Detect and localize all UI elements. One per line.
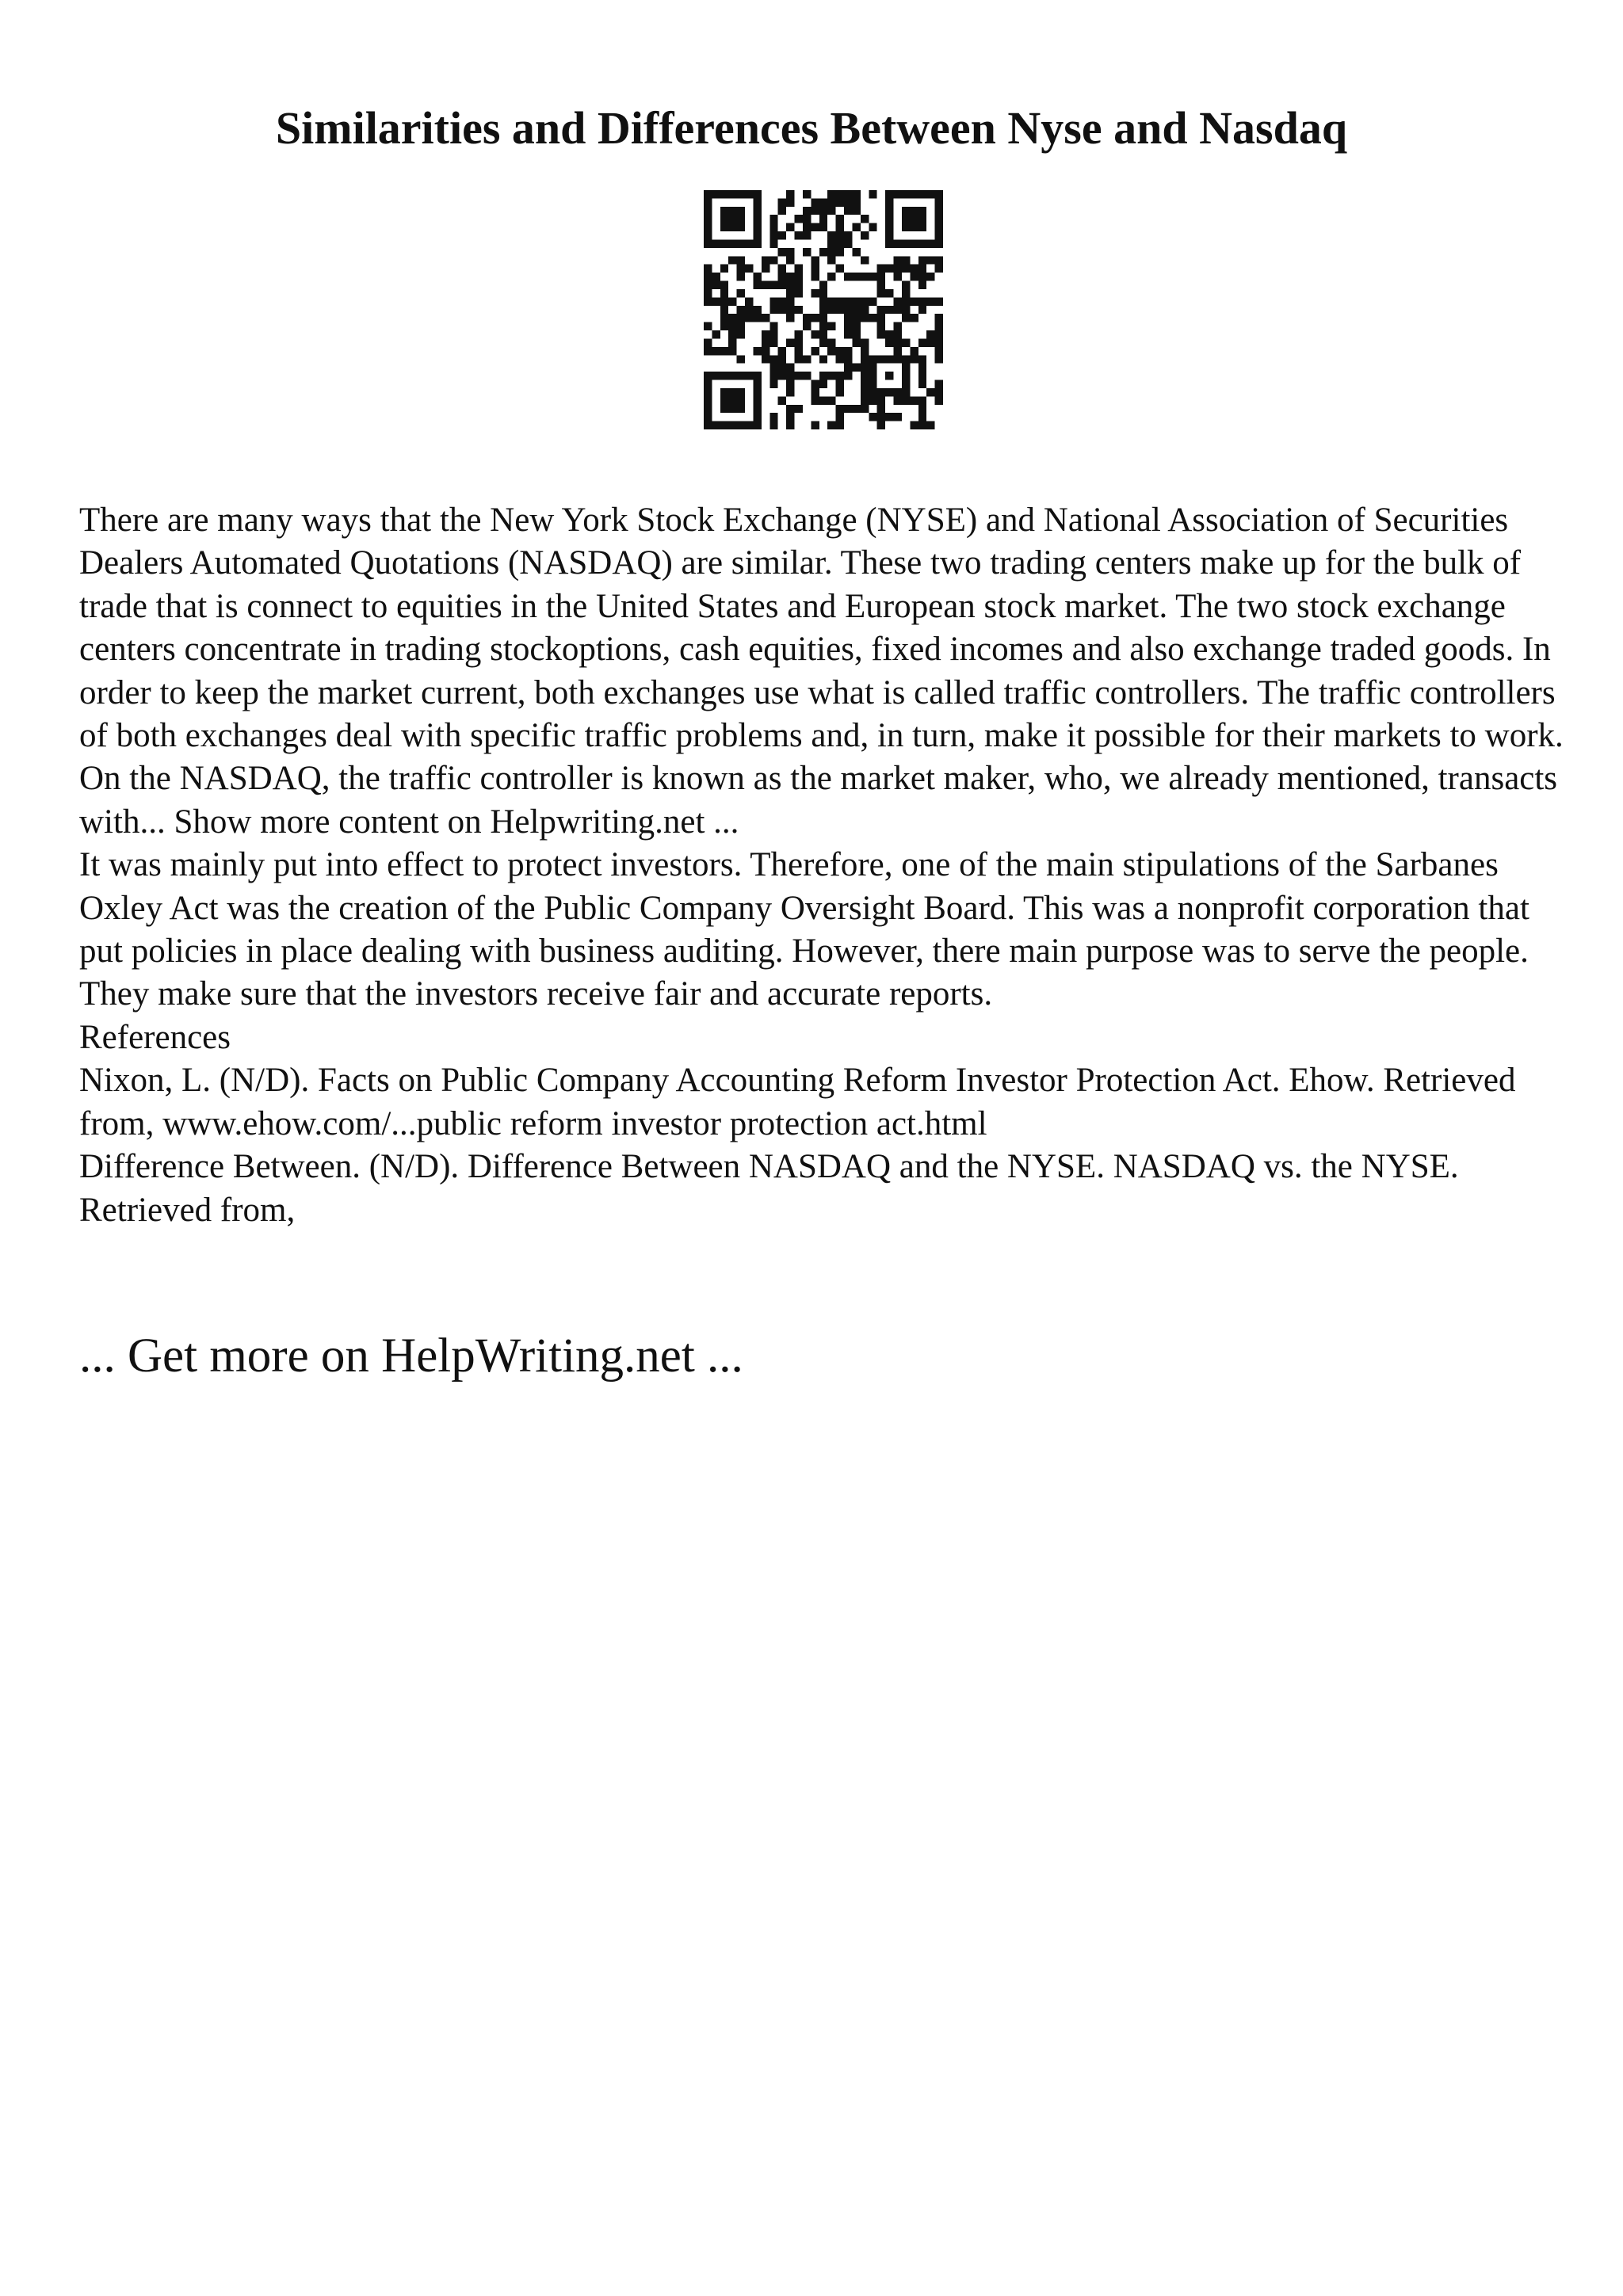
paragraph-intro: There are many ways that the New York Stock Exchange (NYSE) and National Association of Securities Dealers Automated Quotations (NASDAQ) are similar. These two trading centers make up for the bulk of trade that is connect to equities in the United States and European stock market. The two stock exchange centers concentrate in trading stockoptions, cash equities, fixed incomes and also exchange traded goods. In order to keep the market current, both exchanges use what is called traffic controllers. The traffic controllers of both exchanges deal with specific traffic problems and, in turn, make it possible for their markets to work. On the NASDAQ, the traffic controller is known as the market maker, who, we already mentioned, transacts with... Show more content on Helpwriting.net ...	[79, 502, 1564, 841]
qr-code-icon	[704, 190, 943, 429]
references-heading: References	[79, 1018, 231, 1056]
page-title: Similarities and Differences Between Nyse and Nasdaq	[275, 102, 1348, 154]
article-body	[79, 499, 1569, 1232]
reference-item: Nixon, L. (N/D). Facts on Public Company Accounting Reform Investor Protection Act. Ehow. Retrieved from, www.ehow.com/...public reform investor protection act.html	[79, 1062, 1516, 1142]
reference-item: Difference Between. (N/D). Difference Between NASDAQ and the NYSE. NASDAQ vs. the NYSE. Retrieved from,	[79, 1148, 1459, 1229]
paragraph-sarbanes-oxley: It was mainly put into effect to protect investors. Therefore, one of the main stipulations of the Sarbanes Oxley Act was the creation of the Public Company Oversight Board. This was a nonprofit corporation that put policies in place dealing with business auditing. However, there main purpose was to serve the people. They make sure that the investors receive fair and accurate reports.	[79, 846, 1529, 1013]
get-more-link[interactable]: ... Get more on HelpWriting.net ...	[79, 1329, 743, 1383]
